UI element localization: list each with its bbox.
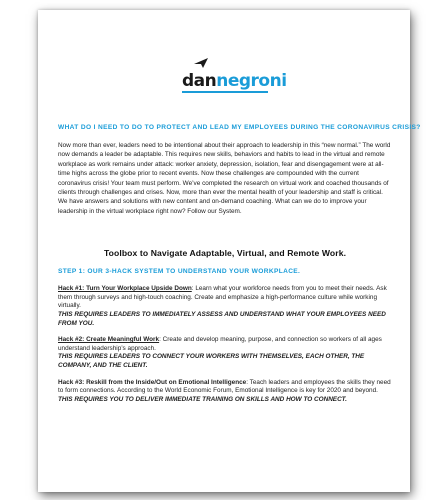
hack-item — [58, 379, 392, 405]
hack-body: : Teach leaders and employees the skills they need to form connections. According to the World Economic Forum, Emotional Intelligence is key for 2020 and beyond. — [58, 378, 391, 395]
hack-item — [58, 285, 392, 328]
hack-requirement: THIS REQUIRES LEADERS TO IMMEDIATELY ASSESS AND UNDERSTAND WHAT YOUR EMPLOYEES NEED FROM YOU. — [58, 311, 386, 327]
toolbox-title: Toolbox to Navigate Adaptable, Virtual, and Remote Work. — [103, 248, 347, 259]
logo-text-negroni: negroni — [216, 71, 287, 91]
hack-requirement: THIS REQUIRES LEADERS TO CONNECT YOUR WORKERS WITH THEMSELVES, EACH OTHER, THE COMPANY, AND THE CLIENT. — [58, 353, 365, 369]
hack-item — [58, 336, 392, 370]
brand-logo-area — [58, 64, 392, 104]
paper-plane-icon — [194, 58, 208, 68]
step-heading: STEP 1: OUR 3-HACK SYSTEM TO UNDERSTAND YOUR WORKPLACE. — [58, 268, 301, 276]
logo-text-dan: dan — [182, 71, 217, 91]
dannegroni-logo — [182, 64, 287, 94]
logo-underline — [182, 91, 268, 93]
hack-body: : Learn what your workforce needs from you to meet their needs. Ask them through surveys and high-touch coaching. Create and emphasize a high-performance culture while working virtually. — [58, 285, 387, 310]
hack-name: Hack #1: Turn Your Workplace Upside Down — [58, 285, 192, 293]
question-heading: WHAT DO I NEED TO DO TO PROTECT AND LEAD MY EMPLOYEES DURING THE CORONAVIRUS CRISIS? — [58, 124, 421, 131]
hack-name: Hack #2: Create Meaningful Work — [58, 336, 160, 344]
document-page — [38, 10, 421, 492]
hack-requirement: THIS REQUIRES YOU TO DELIVER IMMEDIATE TRAINING ON SKILLS AND HOW TO CONNECT. — [58, 395, 347, 403]
hack-name: Hack #3: Reskill from the Inside/Out on Emotional Intelligence — [58, 378, 247, 386]
hack-body: : Create and develop meaning, purpose, and connection so workers of all ages understand leadership’s approach. — [58, 336, 382, 352]
logo-wordmark — [182, 72, 287, 90]
intro-paragraph: Now more than ever, leaders need to be intentional about their approach to leadership in this “new normal.” The world now demands a leader be adaptable. This requires new skills, behaviors and habits to lead in the virtual and remote workplace as work remains under attack: worker anxiety, depression, isolation, fear and disengagement were at all-time highs across the globe prior to recent events. Now these challenges are compounded with the current coronavirus crisis! Your team must perform. We’ve completed the research on virtual work and coached thousands of clients through challenges and crises. Now, more than ever the mental health of your leadership and staff is critical. We have answers and solutions with new content and on-demand coaching. What can we do to improve your leadership in the virtual workplace right now? Follow our System. — [58, 142, 391, 215]
